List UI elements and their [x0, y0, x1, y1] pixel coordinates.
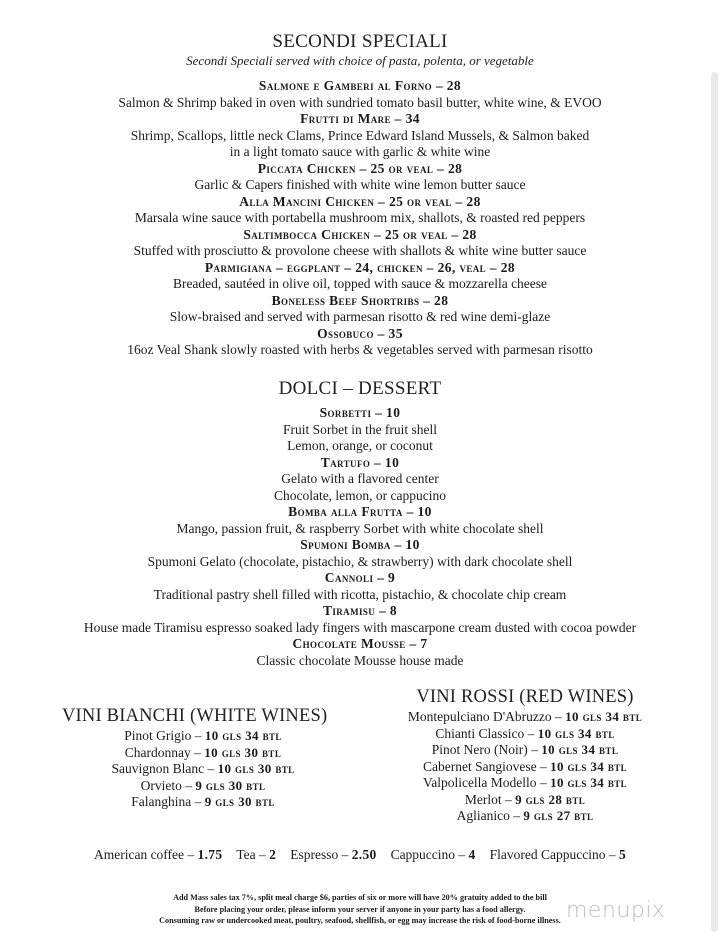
menu-item-description: Gelato with a flavored center — [281, 471, 439, 486]
wine-name: Merlot — [464, 791, 502, 807]
red-wines-heading: VINI ROSSI (RED WINES) — [416, 687, 634, 707]
price-separator: – — [181, 777, 196, 793]
red-wines-list — [380, 709, 670, 825]
menu-item-description: Mango, passion fruit, & raspberry Sorbet with white chocolate shell — [176, 520, 544, 536]
price-separator: – — [255, 847, 270, 862]
coffee-price: 2.50 — [351, 847, 377, 862]
price-separator: – — [191, 794, 205, 809]
coffee-name: Espresso — [290, 847, 339, 862]
wine-price: 10 gls 34 btl — [204, 728, 282, 743]
dolci-list — [0, 405, 720, 669]
coffee-name: Flavored Cappuccino — [489, 847, 606, 862]
coffee-price: 5 — [618, 847, 627, 862]
price-separator: – — [338, 847, 352, 862]
wine-name: Chianti Classico — [435, 725, 525, 741]
coffee-price: 4 — [468, 847, 476, 862]
wine-row — [380, 759, 670, 776]
price-separator: – — [190, 744, 205, 760]
coffee-name: Cappuccino — [390, 847, 456, 862]
menu-item-description: Slow-braised and served with parmesan risotto & red wine demi-glaze — [169, 309, 551, 324]
menu-item-title: Bomba alla Frutta – 10 — [288, 504, 432, 519]
coffee-price: 1.75 — [197, 847, 223, 862]
menu-item-title: Piccata Chicken – 25 or veal – 28 — [257, 160, 463, 176]
wine-price: 10 gls 34 btl — [550, 775, 628, 790]
menu-item-description: in a light tomato sauce with garlic & white wine — [229, 144, 491, 159]
price-separator: – — [509, 808, 524, 823]
coffee-item — [391, 847, 476, 862]
secondi-subheading: Secondi Speciali served with choice of pasta, polenta, or vegetable — [186, 53, 534, 68]
coffee-row — [0, 847, 720, 863]
menu-item-description: Traditional pastry shell filled with ricotta, pistachio, & chocolate chip cream — [153, 586, 567, 602]
wine-row — [380, 709, 670, 726]
coffee-item — [236, 847, 276, 862]
menu-item-description: Lemon, orange, or coconut — [287, 438, 433, 453]
menu-item-title: Frutti di Mare – 34 — [300, 111, 420, 126]
footer-note: Before placing your order, please inform your server if anyone in your party has a food allergy. — [194, 904, 526, 914]
wine-name: Pinot Nero (Noir) — [431, 742, 528, 757]
wine-name: Cabernet Sangiovese — [422, 758, 537, 774]
menu-item-title: Parmigiana – eggplant – 24, chicken – 26, veal – 28 — [204, 259, 516, 275]
wine-row — [380, 792, 670, 809]
menu-item-title: Boneless Beef Shortribs – 28 — [271, 292, 449, 308]
menu-item-title: Ossobuco – 35 — [317, 325, 403, 341]
wine-name: Orvieto — [140, 777, 182, 793]
menu-item-description: Chocolate, lemon, or cappucino — [273, 487, 447, 503]
wine-name: Valpolicella Modello — [422, 775, 537, 790]
wine-row — [380, 726, 670, 743]
menu-item-title: Salmone e Gamberi al Forno – 28 — [258, 78, 462, 93]
menu-item-description: House made Tiramisu espresso soaked lady fingers with mascarpone cream dusted with cocoa powder — [83, 619, 637, 635]
wine-row — [380, 775, 670, 792]
price-separator: – — [204, 761, 218, 776]
wine-name: Montepulciano D'Abruzzo — [407, 709, 552, 724]
price-separator: – — [191, 728, 205, 743]
price-separator: – — [184, 847, 198, 862]
wine-name: Sauvignon Blanc — [111, 761, 205, 776]
coffee-name: American coffee — [93, 847, 185, 862]
wine-row — [380, 808, 670, 825]
wine-price: 9 gls 28 btl — [515, 791, 586, 807]
menu-item-description: Salmon & Shrimp baked in oven with sundried tomato basil butter, white wine, & EVOO — [118, 94, 602, 110]
menu-item-description: Stuffed with prosciutto & provolone cheese with shallots & white wine butter sauce — [133, 243, 587, 258]
coffee-item — [290, 847, 376, 862]
wine-row — [62, 761, 344, 778]
price-separator: – — [524, 725, 538, 741]
secondi-heading: SECONDI SPECIALI — [272, 31, 448, 52]
menu-item-title: Saltimbocca Chicken – 25 or veal – 28 — [243, 226, 477, 242]
coffee-item — [94, 847, 222, 862]
wine-price: 9 gls 27 btl — [523, 808, 594, 823]
menu-item-description: Fruit Sorbet in the fruit shell — [282, 421, 438, 437]
wine-name: Falanghina — [131, 794, 192, 809]
wine-price: 10 gls 34 btl — [565, 709, 643, 724]
wine-price: 10 gls 30 btl — [204, 744, 282, 760]
menu-item-title: Spumoni Bomba – 10 — [300, 537, 420, 552]
dolci-heading: DOLCI – DESSERT — [278, 378, 442, 399]
menu-item-title: Tiramisu – 8 — [322, 603, 398, 618]
price-separator: – — [605, 847, 619, 862]
wine-row — [380, 742, 670, 759]
wine-price: 9 gls 30 btl — [204, 794, 275, 809]
menu-item-description: 16oz Veal Shank slowly roasted with herbs & vegetables served with parmesan risotto — [127, 342, 593, 357]
wine-price: 10 gls 34 btl — [550, 758, 628, 774]
menu-item-title: Tartufo – 10 — [320, 454, 400, 470]
coffee-item — [490, 847, 626, 862]
price-separator: – — [551, 709, 566, 724]
coffee-price: 2 — [269, 847, 277, 862]
menupix-watermark: menupix — [566, 898, 666, 923]
price-separator: – — [536, 775, 551, 790]
menu-item-description: Classic chocolate Mousse house made — [256, 652, 464, 668]
menu-item-title: Alla Mancini Chicken – 25 or veal – 28 — [239, 193, 481, 209]
menu-item-description: Shrimp, Scallops, little neck Clams, Prince Edward Island Mussels, & Salmon baked — [130, 127, 590, 143]
menu-item-title: Sorbetti – 10 — [319, 405, 401, 420]
price-separator: – — [536, 758, 551, 774]
wine-row — [62, 794, 344, 811]
wine-name: Aglianico — [456, 808, 510, 823]
wine-name: Pinot Grigio — [124, 728, 192, 743]
wine-price: 10 gls 34 btl — [537, 725, 615, 741]
price-separator: – — [527, 742, 542, 757]
white-wines-heading: VINI BIANCHI (WHITE WINES) — [62, 706, 328, 726]
wine-price: 10 gls 34 btl — [541, 742, 619, 757]
menu-item-title: Chocolate Mousse – 7 — [292, 636, 428, 651]
coffee-name: Tea — [236, 847, 256, 862]
wine-row — [62, 778, 344, 795]
menu-item-description: Marsala wine sauce with portabella mushroom mix, shallots, & roasted red peppers — [134, 210, 586, 225]
wine-name: Chardonnay — [124, 744, 191, 760]
wine-price: 10 gls 30 btl — [217, 761, 295, 776]
secondi-list — [0, 78, 720, 359]
footer-note: Add Mass sales tax 7%, split meal charge $6, parties of six or more will have 20% gratuity added to the bill — [173, 893, 547, 902]
wine-price: 9 gls 30 btl — [195, 777, 266, 793]
white-wines-list — [62, 728, 344, 811]
price-separator: – — [501, 791, 516, 807]
menu-item-description: Garlic & Capers finished with white wine lemon butter sauce — [194, 177, 526, 192]
menu-item-description: Breaded, sautéed in olive oil, topped with sauce & mozzarella cheese — [172, 276, 548, 291]
wine-row — [62, 728, 344, 745]
footer-note: Consuming raw or undercooked meat, poultry, seafood, shellfish, or egg may increase the risk of food-borne illness. — [159, 916, 561, 925]
menu-item-description: Spumoni Gelato (chocolate, pistachio, & strawberry) with dark chocolate shell — [147, 553, 573, 569]
price-separator: – — [455, 847, 469, 862]
wine-row — [62, 745, 344, 762]
menu-item-title: Cannoli – 9 — [324, 570, 396, 585]
